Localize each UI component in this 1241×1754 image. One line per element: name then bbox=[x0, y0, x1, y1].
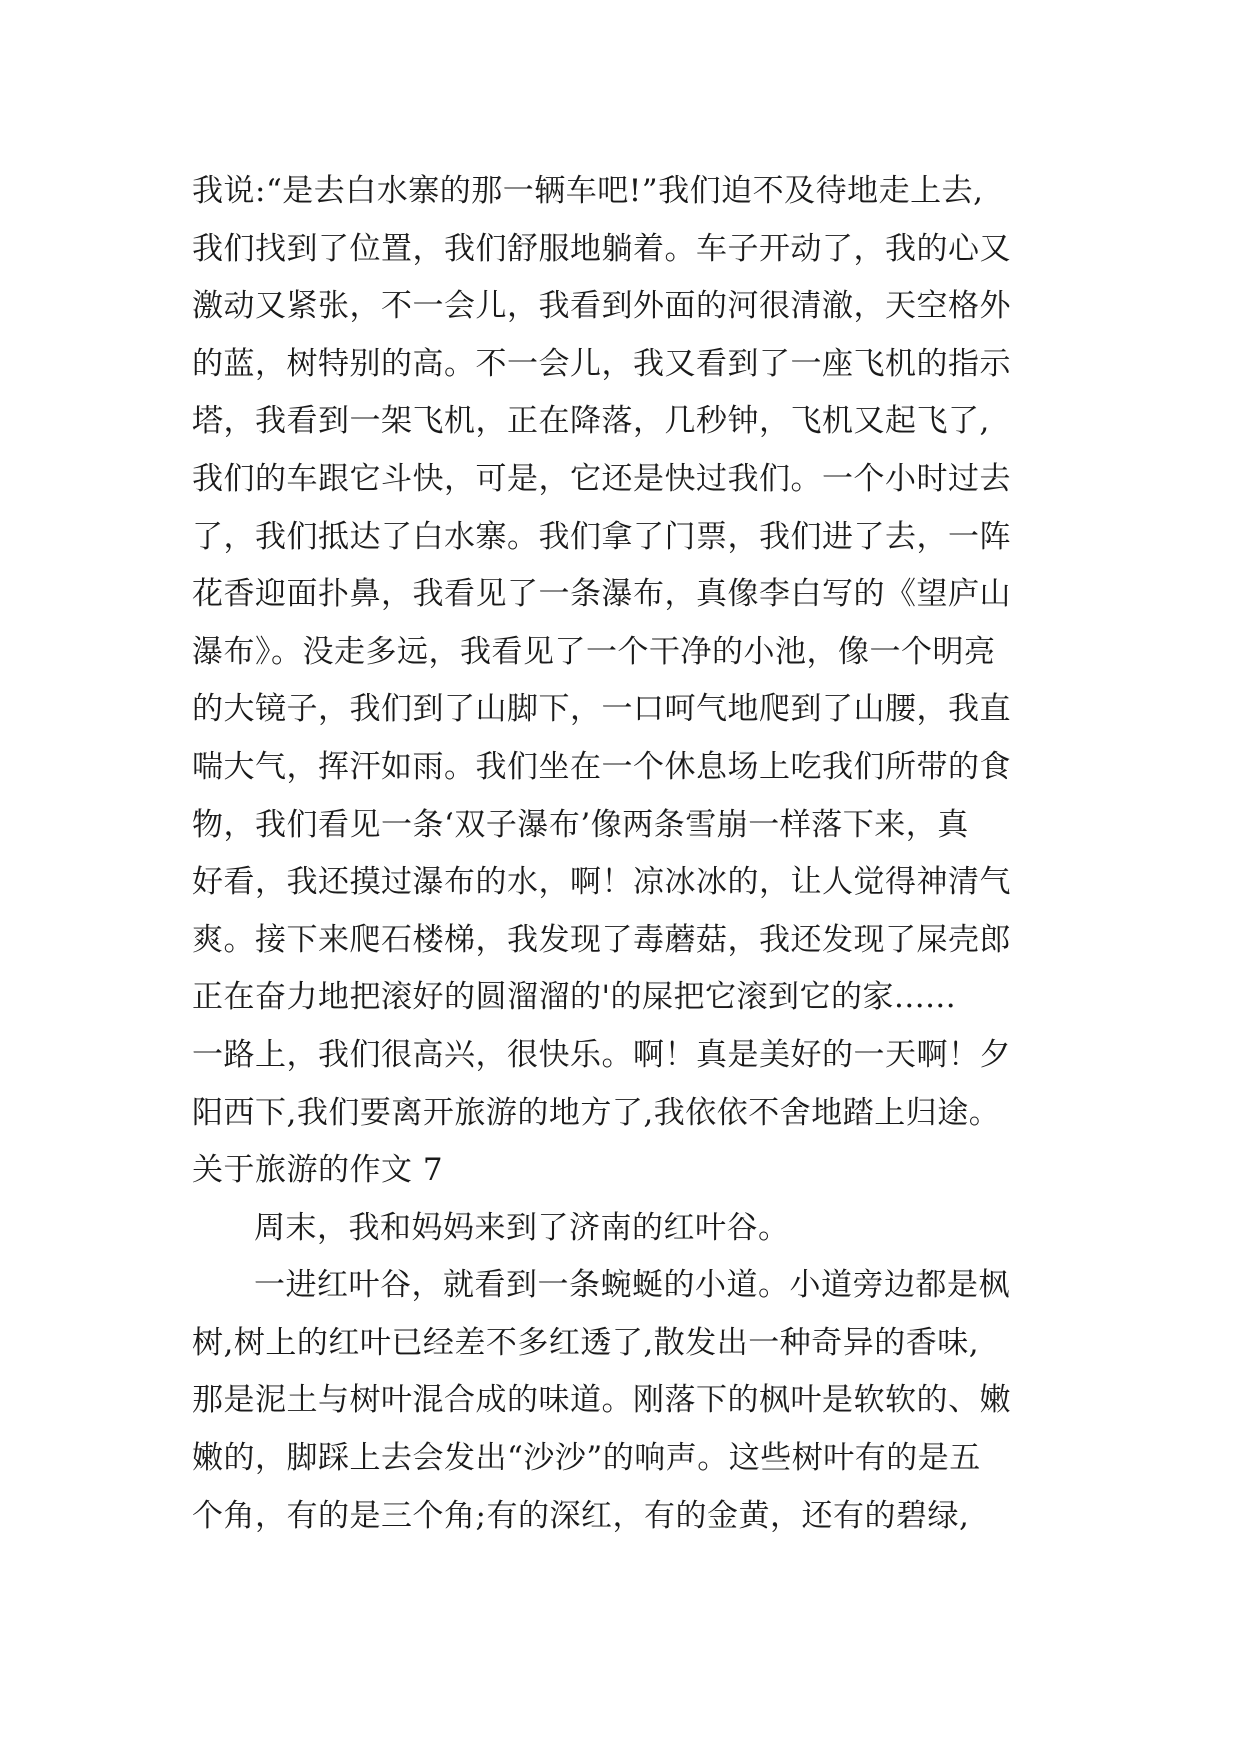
text-line: 我们找到了位置，我们舒服地躺着。车子开动了，我的心又 bbox=[192, 230, 1011, 267]
section-title: 关于旅游的作文 7 bbox=[192, 1152, 444, 1189]
text-line: 那是泥土与树叶混合成的味道。刚落下的枫叶是软软的、嫩 bbox=[192, 1382, 1011, 1419]
paragraph-first-line: 一进红叶谷，就看到一条蜿蜒的小道。小道旁边都是枫 bbox=[254, 1267, 1010, 1304]
text-line: 塔，我看到一架飞机，正在降落，几秒钟，飞机又起飞了, bbox=[192, 403, 990, 440]
text-line: 树,树上的红叶已经差不多红透了,散发出一种奇异的香味, bbox=[192, 1324, 980, 1361]
text-line: 了，我们抵达了白水寨。我们拿了门票，我们进了去，一阵 bbox=[192, 518, 1011, 555]
paragraph-first-line: 周末，我和妈妈来到了济南的红叶谷。 bbox=[254, 1209, 790, 1246]
text-line: 的大镜子，我们到了山脚下，一口呵气地爬到了山腰，我直 bbox=[192, 691, 1011, 728]
text-line: 嫩的，脚踩上去会发出“沙沙”的响声。这些树叶有的是五 bbox=[192, 1440, 981, 1477]
text-line: 喘大气，挥汗如雨。我们坐在一个休息场上吃我们所带的食 bbox=[192, 748, 1011, 785]
text-line: 正在奋力地把滚好的圆溜溜的'的屎把它滚到它的家...... bbox=[192, 979, 957, 1016]
text-line: 花香迎面扑鼻，我看见了一条瀑布，真像李白写的《望庐山 bbox=[192, 576, 1011, 613]
document-body bbox=[192, 163, 1052, 1545]
text-line: 我说:“是去白水寨的那一辆车吧!”我们迫不及待地走上去, bbox=[192, 173, 984, 209]
text-line: 瀑布》。没走多远，我看见了一个干净的小池，像一个明亮 bbox=[192, 633, 996, 670]
text-line: 物，我们看见一条‘双子瀑布’像两条雪崩一样落下来，真 bbox=[192, 806, 969, 843]
text-line: 激动又紧张，不一会儿，我看到外面的河很清澈，天空格外 bbox=[192, 288, 1011, 325]
text-line: 个角，有的是三个角;有的深红，有的金黄，还有的碧绿, bbox=[192, 1497, 970, 1534]
text-line: 阳西下,我们要离开旅游的地方了,我依依不舍地踏上归途。 bbox=[192, 1094, 1001, 1131]
text-line: 的蓝，树特别的高。不一会儿，我又看到了一座飞机的指示 bbox=[192, 345, 1011, 382]
text-line: 爽。接下来爬石楼梯，我发现了毒蘑菇，我还发现了屎壳郎 bbox=[192, 921, 1011, 958]
text-line: 我们的车跟它斗快，可是，它还是快过我们。一个小时过去 bbox=[192, 460, 1011, 497]
text-line: 一路上，我们很高兴，很快乐。啊！真是美好的一天啊！夕 bbox=[192, 1036, 1011, 1073]
text-line: 好看，我还摸过瀑布的水，啊！凉冰冰的，让人觉得神清气 bbox=[192, 864, 1011, 901]
